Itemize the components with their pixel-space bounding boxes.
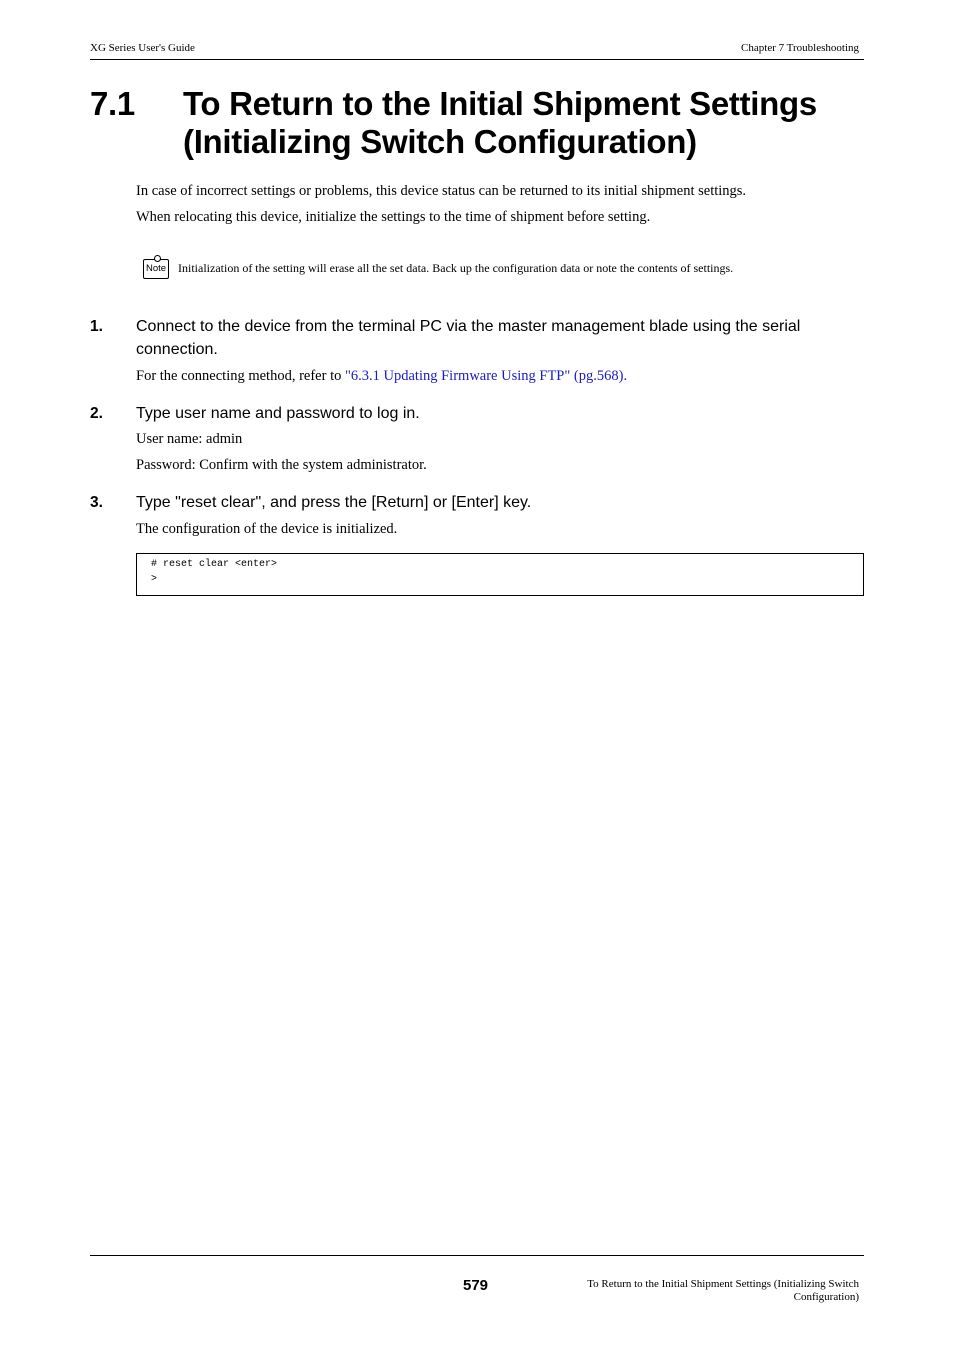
step-2-number: 2. — [90, 405, 103, 422]
section-title: To Return to the Initial Shipment Settings (Initializing Switch Configuration) — [183, 85, 817, 160]
step-2-detail-password: Password: Confirm with the system administrator. — [136, 457, 427, 473]
step-3-number: 3. — [90, 494, 103, 511]
footer-title-line-1: To Return to the Initial Shipment Settings (Initializing Switch — [587, 1278, 859, 1290]
step-1-text: Connect to the device from the terminal PC via the master management blade using the serial connection. — [136, 318, 801, 358]
note-icon-label: Note — [145, 263, 167, 274]
intro-paragraph-2: When relocating this device, initialize the settings to the time of shipment before setting. — [136, 209, 651, 225]
section-number: 7.1 — [90, 85, 135, 122]
step-1-detail — [136, 368, 627, 385]
note-text: Initialization of the setting will erase all the set data. Back up the configuration data or note the contents of settings. — [178, 261, 734, 275]
step-1-detail-suffix: . — [623, 368, 628, 384]
code-line-1: # reset clear <enter> — [151, 559, 278, 570]
command-example-box — [136, 553, 864, 596]
footer-section-title — [559, 1278, 859, 1304]
footer-divider — [90, 1255, 864, 1256]
step-3-detail: The configuration of the device is initialized. — [136, 521, 398, 537]
footer-title-line-2: Configuration) — [793, 1291, 859, 1303]
cross-reference-link[interactable]: "6.3.1 Updating Firmware Using FTP" (pg.568) — [344, 368, 624, 384]
step-2-text: Type user name and password to log in. — [136, 405, 420, 422]
code-line-2: > — [151, 574, 158, 585]
step-2-detail-username: User name: admin — [136, 431, 243, 447]
note-icon — [143, 257, 169, 279]
step-1-number: 1. — [90, 318, 103, 335]
step-3-text: Type "reset clear", and press the [Return] or [Enter] key. — [136, 494, 532, 511]
running-header-left: XG Series User's Guide — [90, 42, 195, 54]
intro-paragraph-1: In case of incorrect settings or problems, this device status can be returned to its initial shipment settings. — [136, 183, 747, 199]
header-divider — [90, 59, 864, 60]
running-header-right: Chapter 7 Troubleshooting — [741, 42, 859, 54]
step-1-detail-prefix: For the connecting method, refer to — [136, 368, 345, 384]
page-number: 579 — [463, 1277, 489, 1294]
